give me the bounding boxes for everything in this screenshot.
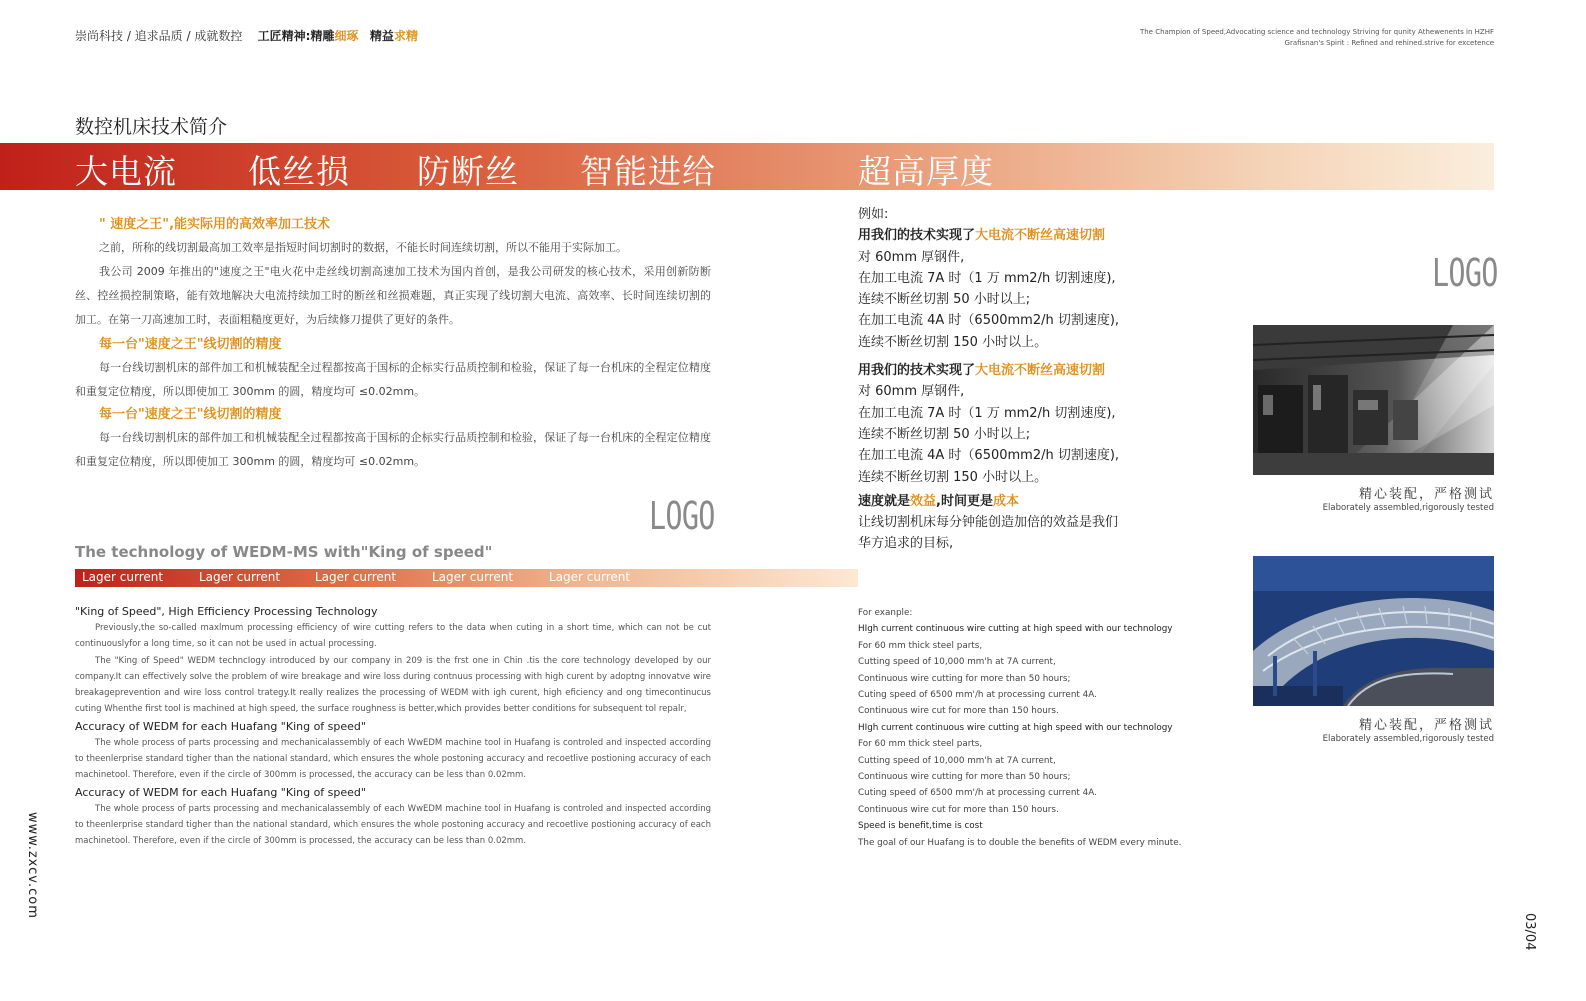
line: 对 60mm 厚钢件, [858, 249, 965, 265]
heading: 每一台"速度之王"线切割的精度 [99, 337, 282, 352]
paragraph: The "King of Speed" WEDM techncIogy introduced by our company in 209 is the frst one in Chin .tis the core technology developed by our company.It can effectively solve the problem of wire breakage and wire loss during contnuus processing with high curent by adoptng innovatve wire breakageprevention and wire loss control trategy.It really realizes the processing of WEDM with igh curent, high eficiency and ong timecontinucus cuting Whenthe first tool is machined at high speed, the surface roughness is better,which provides better conditions for subsequent tol repalr, [75, 655, 711, 715]
bar-item: Lager current [432, 570, 514, 584]
bar-item: Lager current [82, 570, 164, 584]
page-number: 03/04 [1522, 913, 1537, 951]
logo-mark: LOGO [649, 494, 715, 538]
heading: " 速度之王",能实际用的高效率加工技术 [99, 217, 331, 232]
line: HIgh current continuous wire cutting at high speed with our technology [858, 722, 1173, 733]
header-slogan: 崇尚科技 / 追求品质 / 成就数控 工匠精神:精雕细琢 精益求精 [75, 29, 418, 43]
line: For 60 mm thick steel parts, [858, 640, 983, 651]
subheading: 用我们的技术实现了大电流不断丝高速切割 [858, 363, 1106, 379]
line: 在加工电流 7A 时（1 万 mm2/h 切割速度), [858, 270, 1116, 286]
paragraph: Previously,the so-called maxlmum processing efficiency of wire cutting refers to the data when cuting in a short time, which can not be cut continuouslyfor a long time, so it can not be used in actual processing. [75, 623, 711, 650]
logo-mark: LOGO [1432, 251, 1498, 295]
left-cn-column [75, 214, 711, 474]
paragraph: 之前，所称的线切割最高加工效率是指短时间切割时的数据，不能长时间连续切割，所以不能用于实际加工。 [99, 241, 627, 254]
website-url: www.zxcv.com [25, 812, 40, 919]
line: 在加工电流 4A 时（6500mm2/h 切割速度), [858, 313, 1120, 329]
banner-item: 大电流 [75, 152, 177, 191]
feature-banner [0, 143, 1494, 190]
line: For 60 mm thick steel parts, [858, 739, 983, 750]
left-en-column [75, 603, 711, 850]
right-en-block [858, 605, 1181, 851]
paragraph: 每一台线切割机床的部件加工和机械装配全过程都按高于国标的企标实行品质控制和检验，保证了每一台机床的全程定位精度和重复定位精度，所以即使加工 300mm 的圆，精度均可 ≤0.02mm。 [75, 431, 711, 468]
bar-item: Lager current [199, 570, 281, 584]
heading: Accuracy of WEDM for each Huafang "King of speed" [75, 719, 366, 733]
line: For exanple: [858, 608, 913, 618]
line: 连续不断丝切割 50 小时以上; [858, 426, 1031, 442]
subheading: 速度就是效益,时间更是成本 [858, 493, 1019, 509]
line: Continuous wire cutting for more than 50 hours; [858, 772, 1071, 783]
line: Continuous wire cut for more than 150 hours. [858, 804, 1059, 815]
paragraph: The whole process of parts processing and mechanicalassembly of each WwEDM machine tool in Huafang is controled and inspected according to theenlerprise standard tigher than the national standard, which ensures the whole postoning accuracy and recoetlive postioning accuracy of each machinetool. Therefore, even if the circle of 300mm is processed, the accuracy can be less than 0.02mm. [75, 803, 711, 847]
heading: "King of Speed", High Efficiency Processing Technology [75, 605, 378, 618]
heading: Accuracy of WEDM for each Huafang "King of speed" [75, 785, 366, 799]
factory-workshop-photo [1253, 325, 1494, 475]
example-label: 例如: [858, 207, 889, 222]
line: 连续不断丝切割 50 小时以上; [858, 292, 1031, 308]
banner-item: 超高厚度 [858, 152, 994, 191]
line: 华方追求的目标, [858, 536, 954, 552]
line: 让线切割机床每分钟能创造加倍的效益是我们 [858, 515, 1119, 531]
line: Speed is benefit,time is cost [858, 821, 983, 832]
line: Cutting speed of 10,000 mm'h at 7A current, [858, 657, 1056, 668]
bar-item: Lager current [315, 570, 397, 584]
english-title: The technology of WEDM-MS with"King of speed" [75, 543, 493, 561]
current-bar [75, 569, 858, 587]
photo-caption-cn: 精心装配，严格测试 [1358, 718, 1494, 733]
paragraph: 我公司 2009 年推出的"速度之王"电火花中走丝线切割高速加工技术为国内首创，是我公司研发的核心技术，采用创新防断丝、控丝损控制策略，能有效地解决大电流持续加工时的断丝和丝损难题，真正实现了线切割大电流、高效率、长时间连续切割的加工。在第一刀高速加工时，表面粗糙度更好，为后续修刀提供了更好的条件。 [75, 265, 711, 326]
banner-item: 防断丝 [417, 152, 519, 191]
paragraph: The whole process of parts processing and mechanicalassembly of each WwEDM machine tool in Huafang is controled and inspected according to theenlerprise standard tigher than the national standard, which ensures the whole postoning accuracy and recoetlive postioning accuracy of each machinetool. Therefore, even if the circle of 300mm is processed, the accuracy can be less than 0.02mm. [75, 737, 711, 781]
line: 对 60mm 厚钢件, [858, 384, 965, 400]
banner-item: 低丝损 [248, 152, 350, 191]
line: Cuting speed of 6500 mm'/h at processing current 4A. [858, 788, 1097, 799]
right-cn-block [858, 204, 1119, 555]
subheading: 用我们的技术实现了大电流不断丝高速切割 [858, 228, 1106, 244]
line: 在加工电流 4A 时（6500mm2/h 切割速度), [858, 448, 1120, 464]
header-english-tagline: The Champion of Speed,Advocating science and technology Striving for qunity Athewenents in HZHF Grafisnan's Spirit : Refined and rehined.strive for excetence [1139, 28, 1494, 47]
line: 连续不断丝切割 150 小时以上。 [858, 334, 1048, 350]
banner-item: 智能进给 [580, 152, 716, 191]
photo-caption-en: Elaborately assembled,rigorously tested [1322, 503, 1494, 513]
line: The goal of our Huafang is to double the benefits of WEDM every minute. [858, 837, 1182, 848]
line: HIgh current continuous wire cutting at high speed with our technology [858, 624, 1173, 635]
line: Cuting speed of 6500 mm'/h at processing current 4A. [858, 690, 1097, 701]
bar-item: Lager current [549, 570, 631, 584]
photo-caption-en: Elaborately assembled,rigorously tested [1322, 734, 1494, 744]
line: Cutting speed of 10,000 mm'h at 7A current, [858, 755, 1056, 766]
heading: 每一台"速度之王"线切割的精度 [99, 407, 282, 422]
line: 连续不断丝切割 150 小时以上。 [858, 469, 1048, 485]
line: 在加工电流 7A 时（1 万 mm2/h 切割速度), [858, 405, 1116, 421]
line: Continuous wire cut for more than 150 hours. [858, 706, 1059, 717]
section-title: 数控机床技术简介 [75, 116, 228, 138]
paragraph: 每一台线切割机床的部件加工和机械装配全过程都按高于国标的企标实行品质控制和检验，保证了每一台机床的全程定位精度和重复定位精度，所以即使加工 300mm 的圆，精度均可 ≤0.02mm。 [75, 361, 711, 398]
conveyor-photo [1253, 556, 1494, 706]
line: Continuous wire cutting for more than 50 hours; [858, 673, 1071, 684]
photo-caption-cn: 精心装配，严格测试 [1358, 487, 1494, 502]
